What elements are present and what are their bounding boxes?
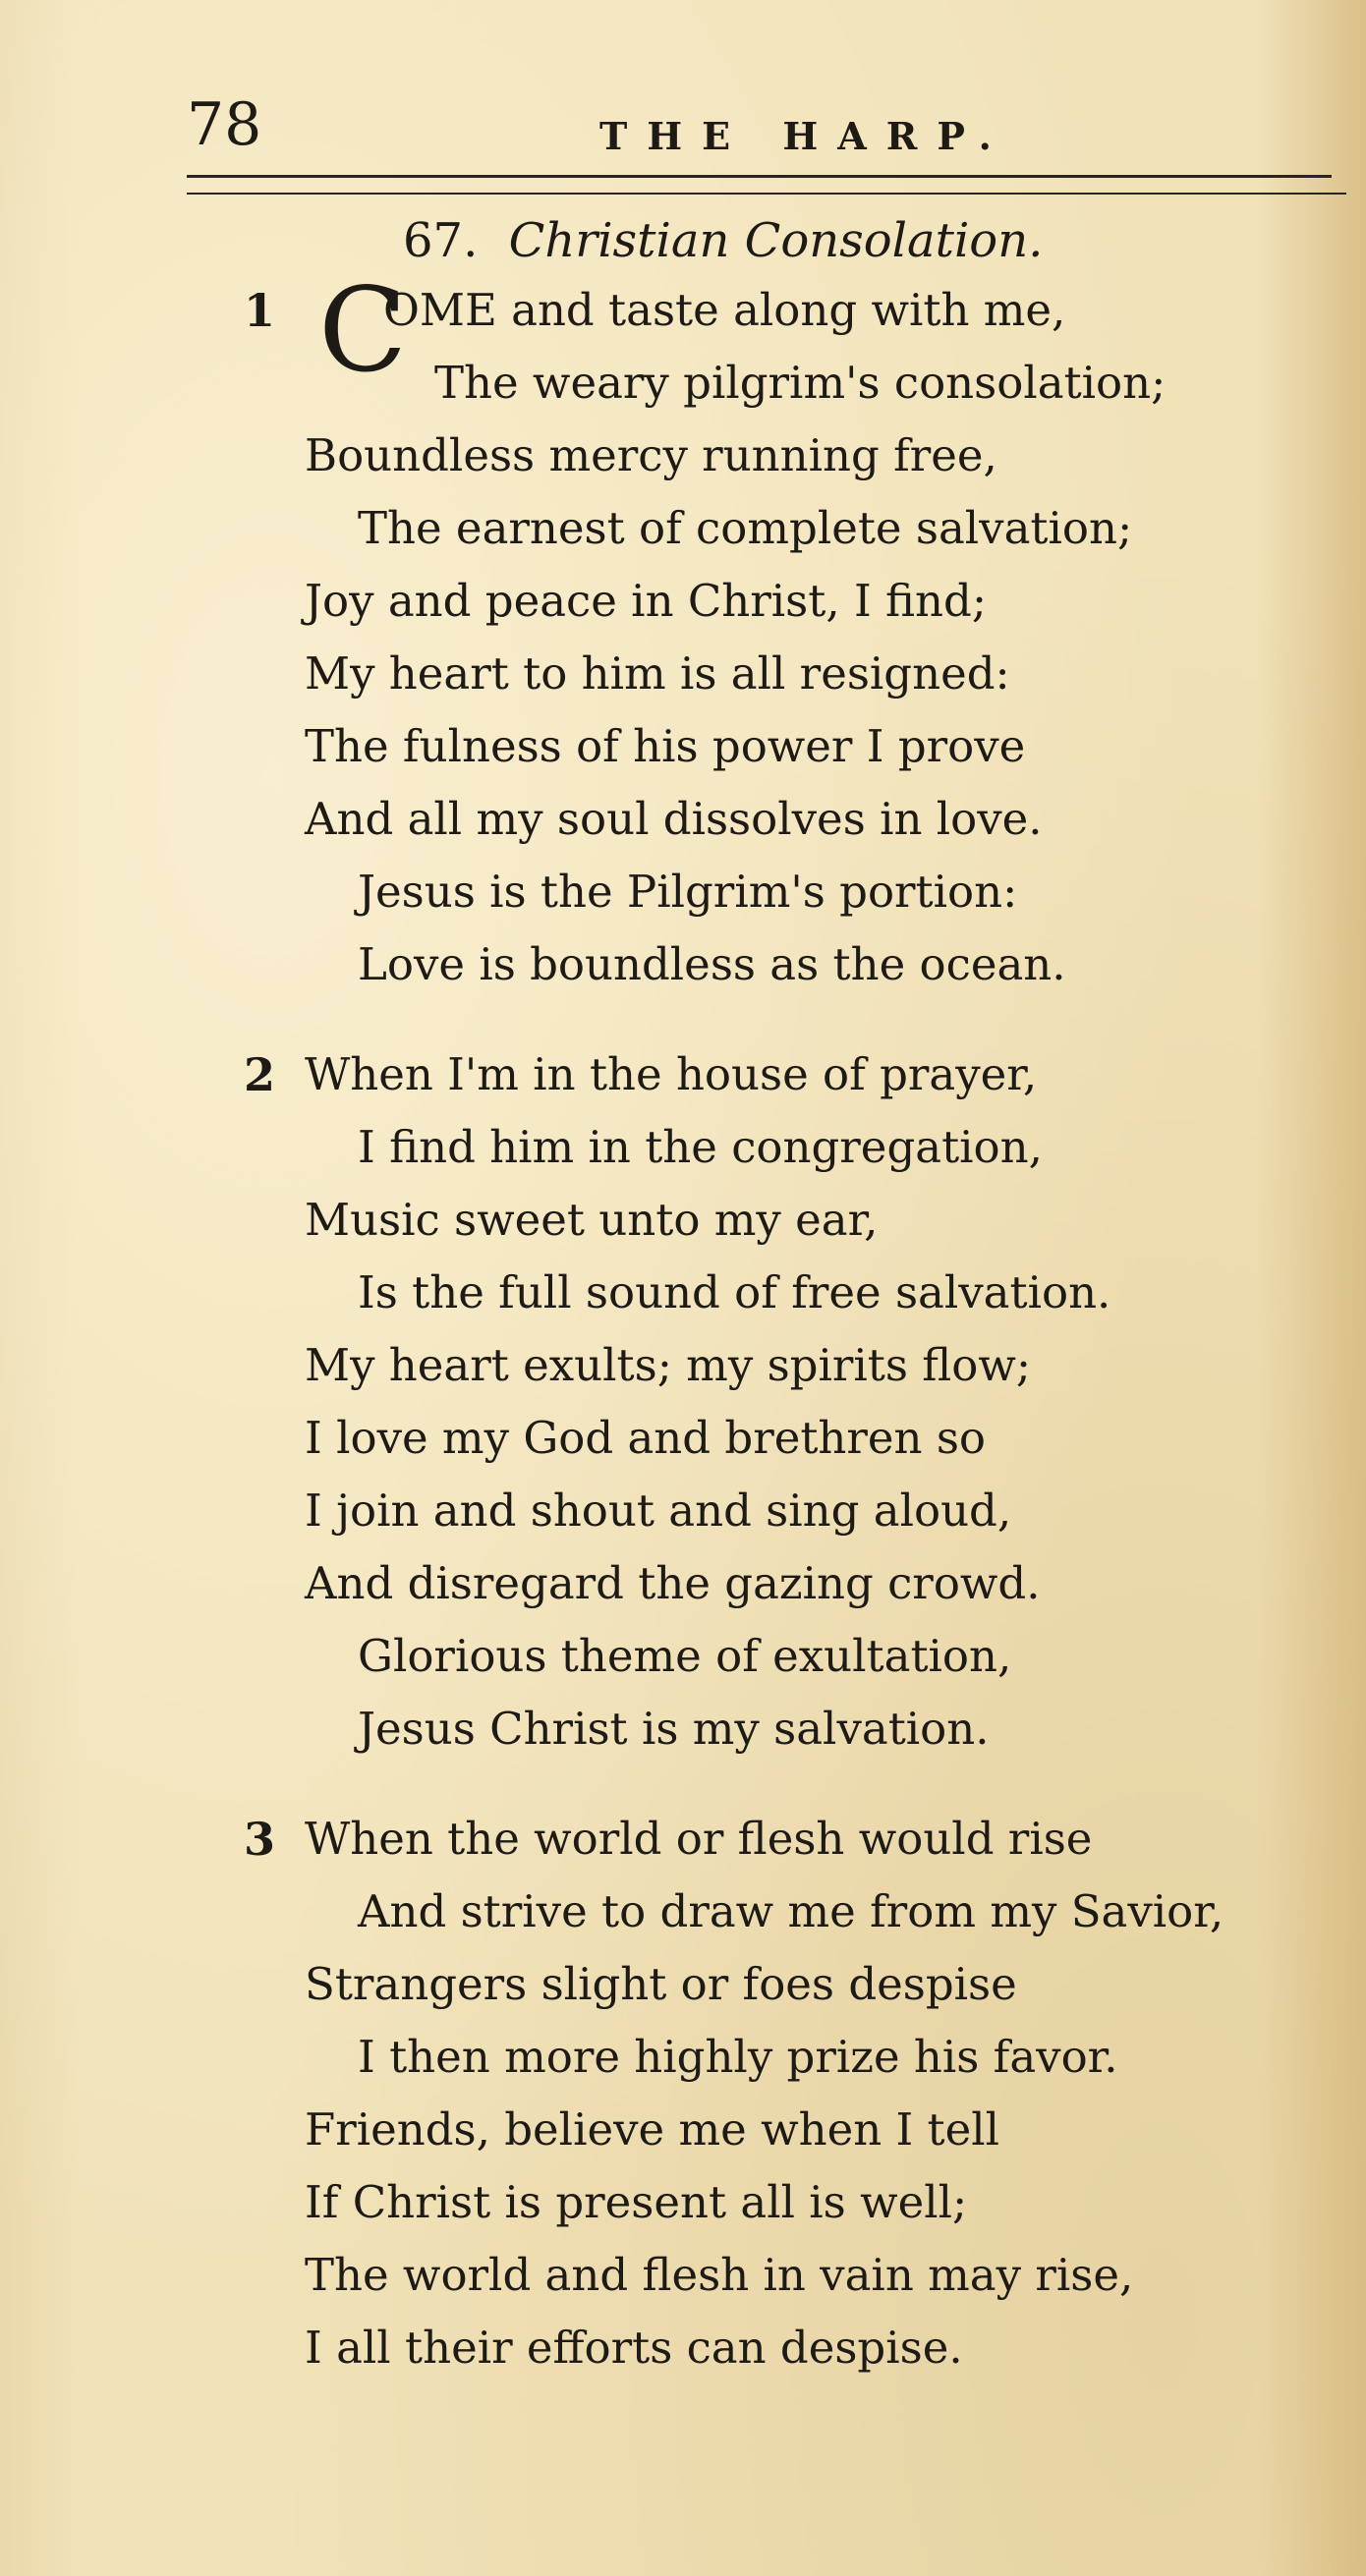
header-rule xyxy=(187,175,1332,178)
hymn-title xyxy=(403,206,1043,275)
hymn-name: Christian Consolation. xyxy=(508,213,1044,268)
verse-line: I then more highly prize his favor. xyxy=(358,2031,1118,2083)
verse-line: If Christ is present all is well; xyxy=(305,2176,968,2228)
verse-number: 3 xyxy=(244,1813,276,1866)
hymn-number: 67. xyxy=(403,213,479,268)
verse-line: Love is boundless as the ocean. xyxy=(358,938,1066,990)
verse-line: My heart exults; my spirits flow; xyxy=(305,1339,1032,1391)
verse-line: The weary pilgrim's consolation; xyxy=(434,357,1167,409)
verse-line: The earnest of complete salvation; xyxy=(358,502,1133,554)
verse-line: And strive to draw me from my Savior, xyxy=(358,1885,1224,1937)
verse-line: I join and shout and sing aloud, xyxy=(305,1484,1012,1537)
header-rule-double xyxy=(187,193,1346,195)
verse-line: Boundless mercy running free, xyxy=(305,429,997,481)
verse-line: Jesus is the Pilgrim's portion: xyxy=(358,866,1018,918)
verse-line: Joy and peace in Christ, I find; xyxy=(305,575,988,627)
verse-line: I find him in the congregation, xyxy=(358,1121,1043,1173)
verse-line: I love my God and brethren so xyxy=(305,1412,987,1464)
verse-line: Friends, believe me when I tell xyxy=(305,2103,1000,2156)
verse-line: And disregard the gazing crowd. xyxy=(305,1557,1041,1609)
page-number: 78 xyxy=(187,90,262,159)
verse-line: When I'm in the house of prayer, xyxy=(305,1048,1038,1100)
drop-cap: C xyxy=(318,262,408,398)
verse-line: Glorious theme of exultation, xyxy=(358,1630,1012,1682)
verse-line: My heart to him is all resigned: xyxy=(305,647,1010,700)
verse-line: Jesus Christ is my salvation. xyxy=(358,1703,990,1755)
verse-line: Music sweet unto my ear, xyxy=(305,1194,879,1246)
verse-line: Strangers slight or foes despise xyxy=(305,1958,1017,2010)
running-head: THE HARP. xyxy=(599,114,1011,158)
verse-line: And all my soul dissolves in love. xyxy=(305,793,1043,845)
verse-line: OME and taste along with me, xyxy=(383,284,1066,336)
verse-line: The world and flesh in vain may rise, xyxy=(305,2249,1134,2301)
verse-line: Is the full sound of free salvation. xyxy=(358,1266,1111,1318)
verse-line: I all their efforts can despise. xyxy=(305,2322,963,2374)
verse-line: The fulness of his power I prove xyxy=(305,720,1026,772)
verse-number: 1 xyxy=(244,284,276,337)
verse-number: 2 xyxy=(244,1048,276,1101)
verse-line: When the world or flesh would rise xyxy=(305,1813,1093,1865)
